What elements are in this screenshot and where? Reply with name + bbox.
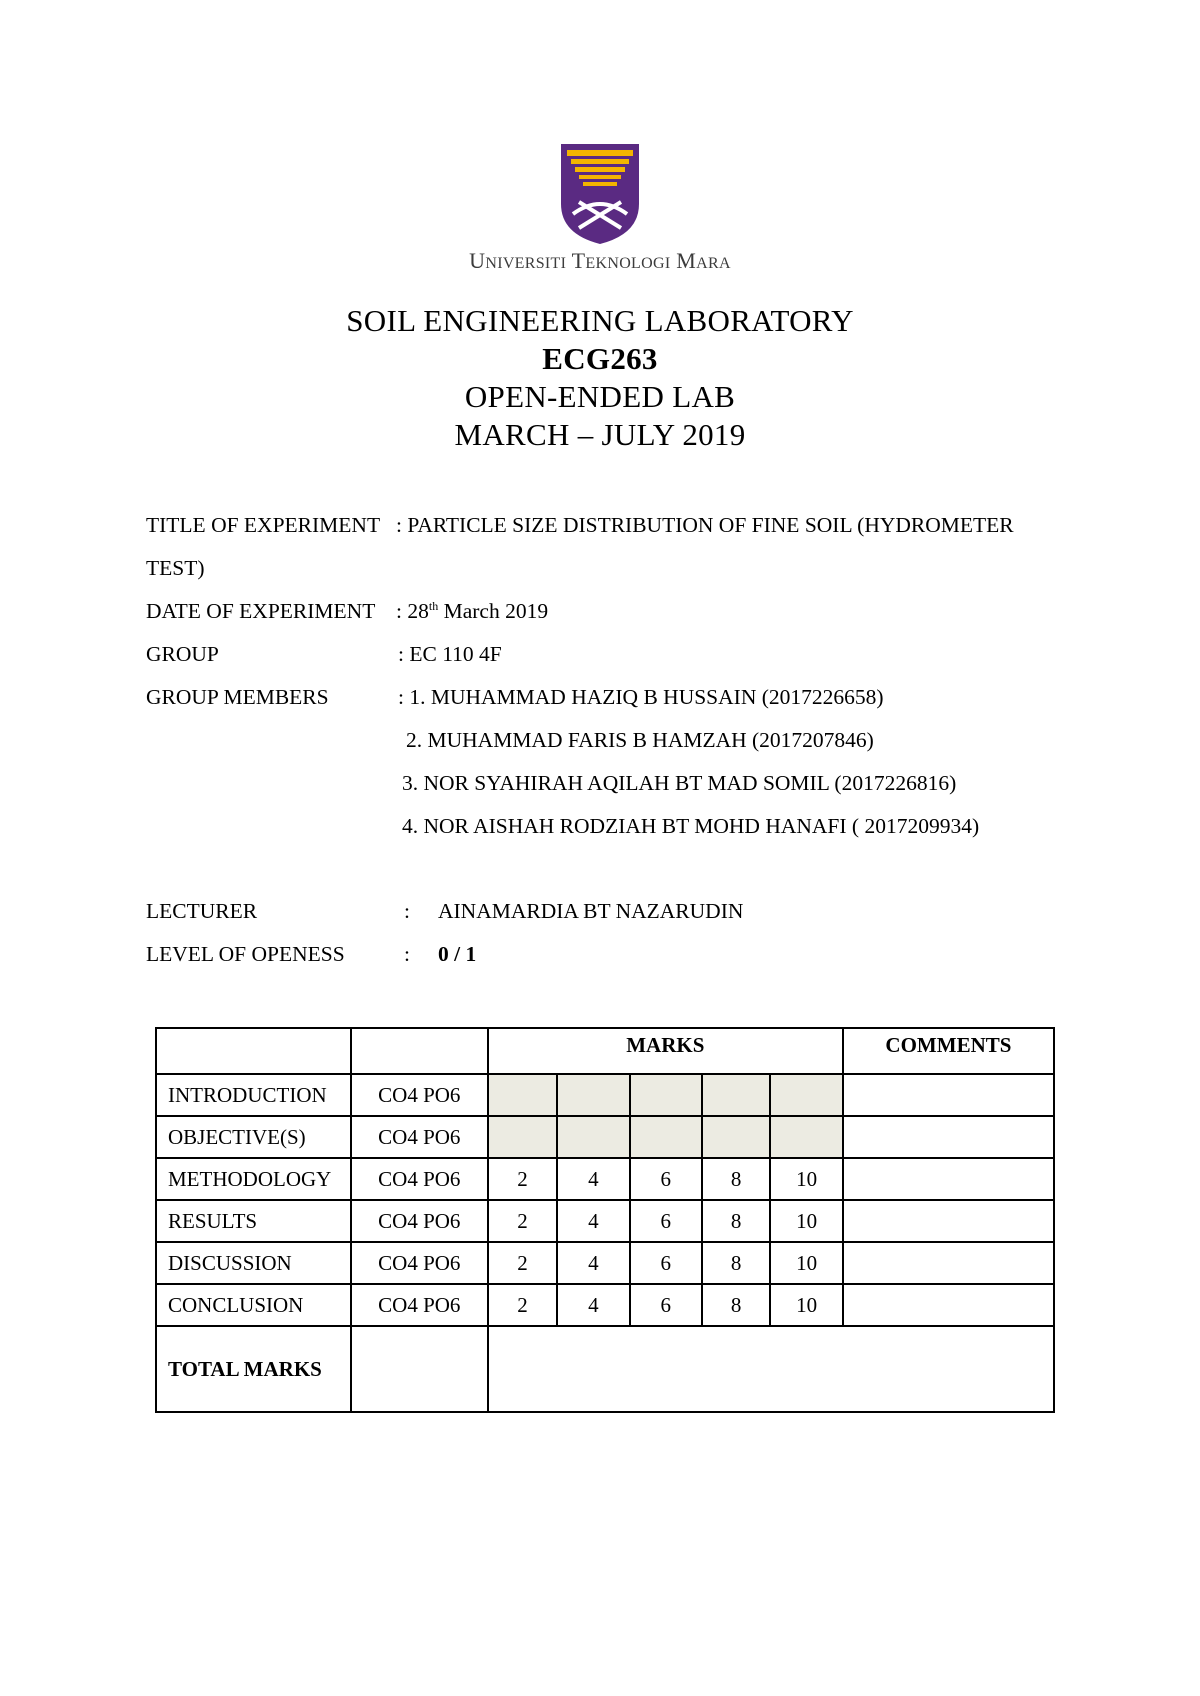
mark-cell	[630, 1116, 702, 1158]
mark-cell	[770, 1116, 842, 1158]
comment-cell	[843, 1116, 1054, 1158]
mark-cell	[630, 1074, 702, 1116]
member-2: 2. MUHAMMAD FARIS B HAMZAH (2017207846)	[406, 728, 874, 752]
group-value: : EC 110 4F	[398, 642, 502, 666]
mark-cell: 2	[488, 1242, 557, 1284]
mark-cell: 10	[770, 1158, 842, 1200]
total-value-cell	[488, 1326, 1054, 1412]
date-label: DATE OF EXPERIMENT	[146, 599, 376, 623]
comment-cell	[843, 1074, 1054, 1116]
member-3: 3. NOR SYAHIRAH AQILAH BT MAD SOMIL (2017226816)	[402, 771, 957, 795]
lecturer-label: LECTURER	[146, 899, 258, 923]
table-row	[156, 1284, 1054, 1326]
mark-cell: 6	[630, 1158, 702, 1200]
row-code: CO4 PO6	[351, 1242, 488, 1284]
table-row	[156, 1158, 1054, 1200]
mark-cell: 2	[488, 1284, 557, 1326]
mark-cell: 6	[630, 1200, 702, 1242]
row-name: CONCLUSION	[156, 1284, 351, 1326]
row-code: CO4 PO6	[351, 1074, 488, 1116]
mark-cell: 6	[630, 1242, 702, 1284]
mark-cell	[488, 1116, 557, 1158]
table-row	[156, 1200, 1054, 1242]
table-row	[156, 1116, 1054, 1158]
total-row	[156, 1326, 1054, 1412]
lab-type: OPEN-ENDED LAB	[464, 379, 736, 414]
title-value-cont: TEST)	[146, 556, 205, 580]
mark-cell	[770, 1074, 842, 1116]
mark-cell: 6	[630, 1284, 702, 1326]
lecturer-colon: :	[404, 899, 410, 923]
comment-cell	[843, 1158, 1054, 1200]
university-logo	[0, 142, 1200, 246]
document-header	[0, 302, 1200, 454]
mark-cell	[557, 1074, 629, 1116]
title-label: TITLE OF EXPERIMENT	[146, 513, 381, 537]
members-label: GROUP MEMBERS	[146, 685, 329, 709]
mark-cell: 10	[770, 1242, 842, 1284]
mark-cell: 10	[770, 1200, 842, 1242]
comment-cell	[843, 1200, 1054, 1242]
member-4: 4. NOR AISHAH RODZIAH BT MOHD HANAFI ( 2017209934)	[402, 814, 980, 838]
openess-colon: :	[404, 942, 410, 966]
mark-cell	[557, 1116, 629, 1158]
openess-value: 0 / 1	[438, 942, 477, 966]
mark-cell: 4	[557, 1284, 629, 1326]
group-label: GROUP	[146, 642, 219, 666]
course-code: ECG263	[542, 341, 658, 376]
mark-cell: 8	[702, 1200, 770, 1242]
mark-cell	[488, 1074, 557, 1116]
row-name: INTRODUCTION	[156, 1074, 351, 1116]
mark-cell: 10	[770, 1284, 842, 1326]
row-code: CO4 PO6	[351, 1200, 488, 1242]
lab-title: SOIL ENGINEERING LABORATORY	[346, 303, 854, 338]
row-code: CO4 PO6	[351, 1158, 488, 1200]
comments-header: COMMENTS	[843, 1028, 1054, 1074]
table-header-row	[156, 1028, 1054, 1074]
date-value: : 28th March 2019	[396, 599, 549, 624]
row-code: CO4 PO6	[351, 1284, 488, 1326]
mark-cell: 2	[488, 1200, 557, 1242]
member-1: : 1. MUHAMMAD HAZIQ B HUSSAIN (2017226658)	[398, 685, 884, 709]
row-name: OBJECTIVE(S)	[156, 1116, 351, 1158]
table-row	[156, 1242, 1054, 1284]
mark-cell: 4	[557, 1242, 629, 1284]
university-name: UNIVERSITI TEKNOLOGI MARA	[469, 248, 731, 273]
total-code-cell	[351, 1326, 488, 1412]
title-value: : PARTICLE SIZE DISTRIBUTION OF FINE SOIL (HYDROMETER	[396, 513, 1014, 537]
uitm-crest-icon	[559, 142, 641, 246]
row-name: METHODOLOGY	[156, 1158, 351, 1200]
mark-cell: 8	[702, 1284, 770, 1326]
marks-table	[155, 1027, 1055, 1413]
mark-cell: 8	[702, 1242, 770, 1284]
mark-cell: 4	[557, 1158, 629, 1200]
semester: MARCH – JULY 2019	[454, 417, 746, 452]
header-empty-2	[351, 1028, 488, 1074]
comment-cell	[843, 1284, 1054, 1326]
row-code: CO4 PO6	[351, 1116, 488, 1158]
header-empty-1	[156, 1028, 351, 1074]
comment-cell	[843, 1242, 1054, 1284]
mark-cell: 2	[488, 1158, 557, 1200]
lecturer-value: AINAMARDIA BT NAZARUDIN	[438, 899, 744, 923]
total-label: TOTAL MARKS	[156, 1326, 351, 1412]
row-name: DISCUSSION	[156, 1242, 351, 1284]
row-name: RESULTS	[156, 1200, 351, 1242]
table-row	[156, 1074, 1054, 1116]
marks-header: MARKS	[488, 1028, 843, 1074]
mark-cell: 4	[557, 1200, 629, 1242]
mark-cell: 8	[702, 1158, 770, 1200]
mark-cell	[702, 1074, 770, 1116]
mark-cell	[702, 1116, 770, 1158]
openess-label: LEVEL OF OPENESS	[146, 942, 345, 966]
